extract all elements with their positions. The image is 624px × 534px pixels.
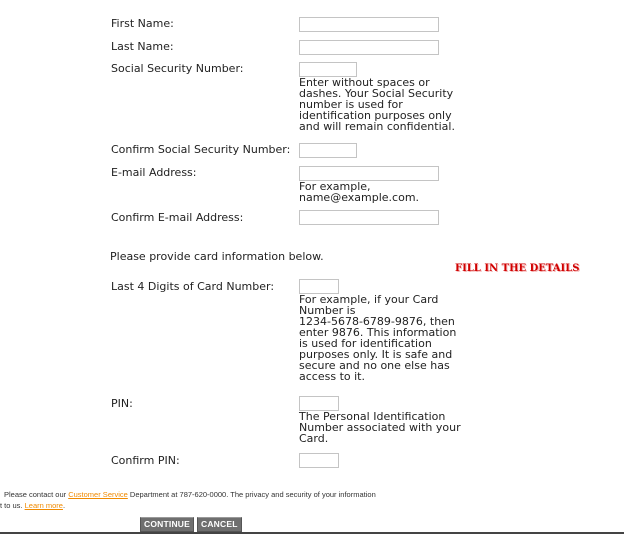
action-buttons [140, 517, 242, 530]
pin-label: PIN: [111, 397, 133, 410]
confirm-email-field[interactable] [299, 210, 439, 225]
pin-field[interactable] [299, 396, 339, 411]
card-digits-field[interactable] [299, 279, 339, 294]
learn-more-link[interactable]: Learn more [24, 501, 63, 510]
footer-text-suffix-2: . [62, 501, 66, 510]
confirm-ssn-field[interactable] [299, 143, 357, 158]
footer-line-2 [0, 501, 65, 511]
fill-details-stamp: FILL IN THE DETAILS [455, 263, 580, 274]
confirm-email-label: Confirm E-mail Address: [111, 211, 244, 224]
card-digits-help-text: For example, if your Card Number is 1234-5678-6789-9876, then enter 9876. This information is used for identification purposes only. It is safe and secure and no one else has access to it. [299, 293, 457, 383]
first-name-field[interactable] [299, 17, 439, 32]
ssn-help-text: Enter without spaces or dashes. Your Social Security number is used for identification purposes only and will remain confidential. [299, 76, 455, 133]
footer-text-suffix: Department at 787-620-0000. The privacy and security of your information [127, 490, 376, 499]
last-name-label: Last Name: [111, 40, 174, 53]
card-section-heading: Please provide card information below. [110, 250, 324, 263]
confirm-pin-field[interactable] [299, 453, 339, 468]
email-help-text: For example, name@example.com. [299, 180, 420, 204]
email-field[interactable] [299, 166, 439, 181]
cancel-button[interactable]: CANCEL [197, 517, 242, 532]
confirm-pin-label: Confirm PIN: [111, 454, 180, 467]
continue-button[interactable]: CONTINUE [140, 517, 194, 532]
confirm-ssn-label: Confirm Social Security Number: [111, 143, 291, 156]
footer-text-prefix: Please contact our [4, 490, 69, 499]
last-name-field[interactable] [299, 40, 439, 55]
email-label: E-mail Address: [111, 166, 197, 179]
footer-line-1 [4, 490, 376, 500]
card-digits-label: Last 4 Digits of Card Number: [111, 280, 275, 293]
customer-service-link[interactable]: Customer Service [68, 490, 128, 499]
pin-help-text: The Personal Identification Number associated with your Card. [299, 410, 461, 445]
ssn-field[interactable] [299, 62, 357, 77]
ssn-label: Social Security Number: [111, 62, 244, 75]
first-name-label: First Name: [111, 17, 174, 30]
footer-text-prefix-2: t to us. [0, 501, 25, 510]
